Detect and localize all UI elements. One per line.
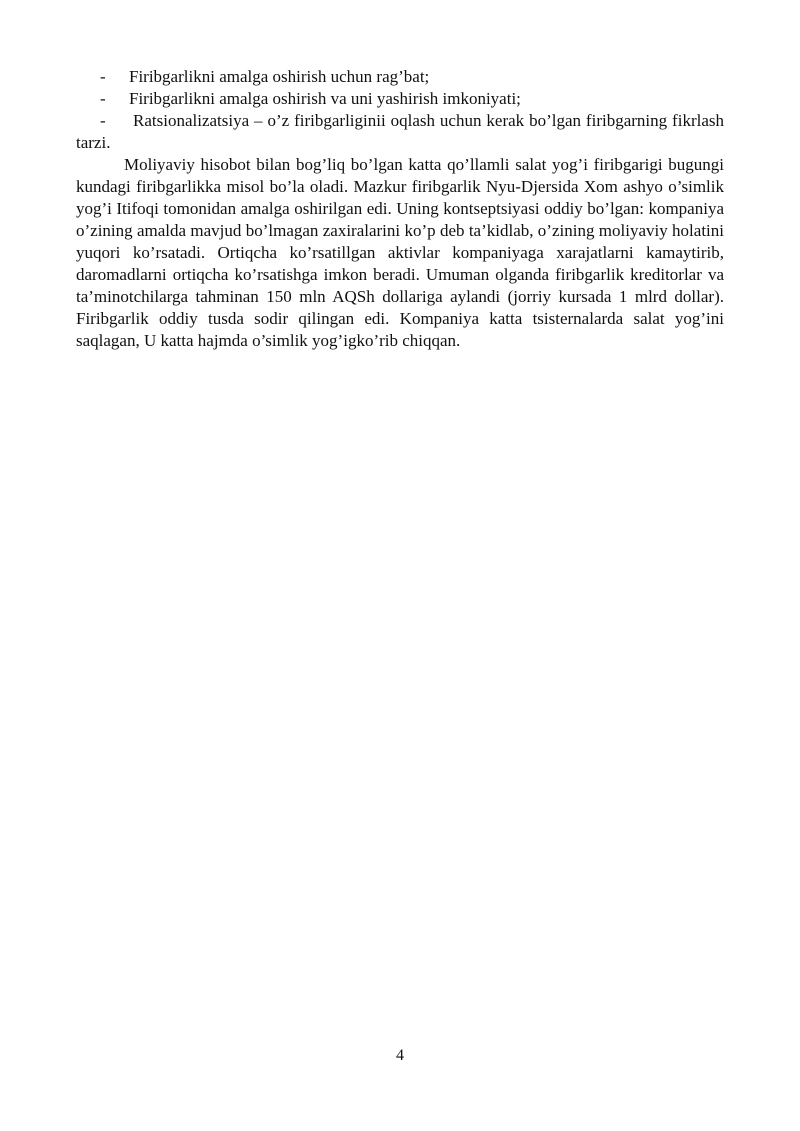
list-item-text: Firibgarlikni amalga oshirish va uni yashirish imkoniyati; (129, 89, 521, 108)
list-marker: - (100, 89, 106, 108)
list-item (76, 66, 724, 88)
list-marker: - (100, 111, 106, 130)
list-item (76, 110, 724, 154)
document-body (76, 66, 724, 352)
list-item-text: Firibgarlikni amalga oshirish uchun rag’bat; (129, 67, 430, 86)
body-paragraph: Moliyaviy hisobot bilan bog’liq bo’lgan katta qo’llamli salat yog’i firibgarigi bugungi kundagi firibgarlikka misol bo’la oladi. Mazkur firibgarlik Nyu-Djersida Xom ashyo o’simlik yog’i Itifoqi tomonidan amalga oshirilgan edi. Uning kontseptsiyasi oddiy bo’lgan: kompaniya o’zining amalda mavjud bo’lmagan zaxiralarini ko’p deb ta’kidlab, o’zining moliyaviy holatini yuqori ko’rsatadi. Ortiqcha ko’rsatillgan aktivlar kompaniyaga xarajatlarni kamaytirib, daromadlarni ortiqcha ko’rsatishga imkon beradi. Umuman olganda firibgarlik kreditorlar va ta’minotchilarga tahminan 150 mln AQSh dollariga aylandi (jorriy kursada 1 mlrd dollar). Firibgarlik oddiy tusda sodir qilingan edi. Kompaniya katta tsisternalarda salat yog’ini saqlagan, U katta hajmda o’simlik yog’igko’rib chiqqan. (76, 155, 724, 350)
list-item (76, 88, 724, 110)
list-marker: - (100, 67, 106, 86)
page-number: 4 (396, 1047, 404, 1064)
list-item-text: Ratsionalizatsiya – o’z firibgarliginii oqlash uchun kerak bo’lgan firibgarning fikrlash tarzi. (76, 111, 724, 152)
